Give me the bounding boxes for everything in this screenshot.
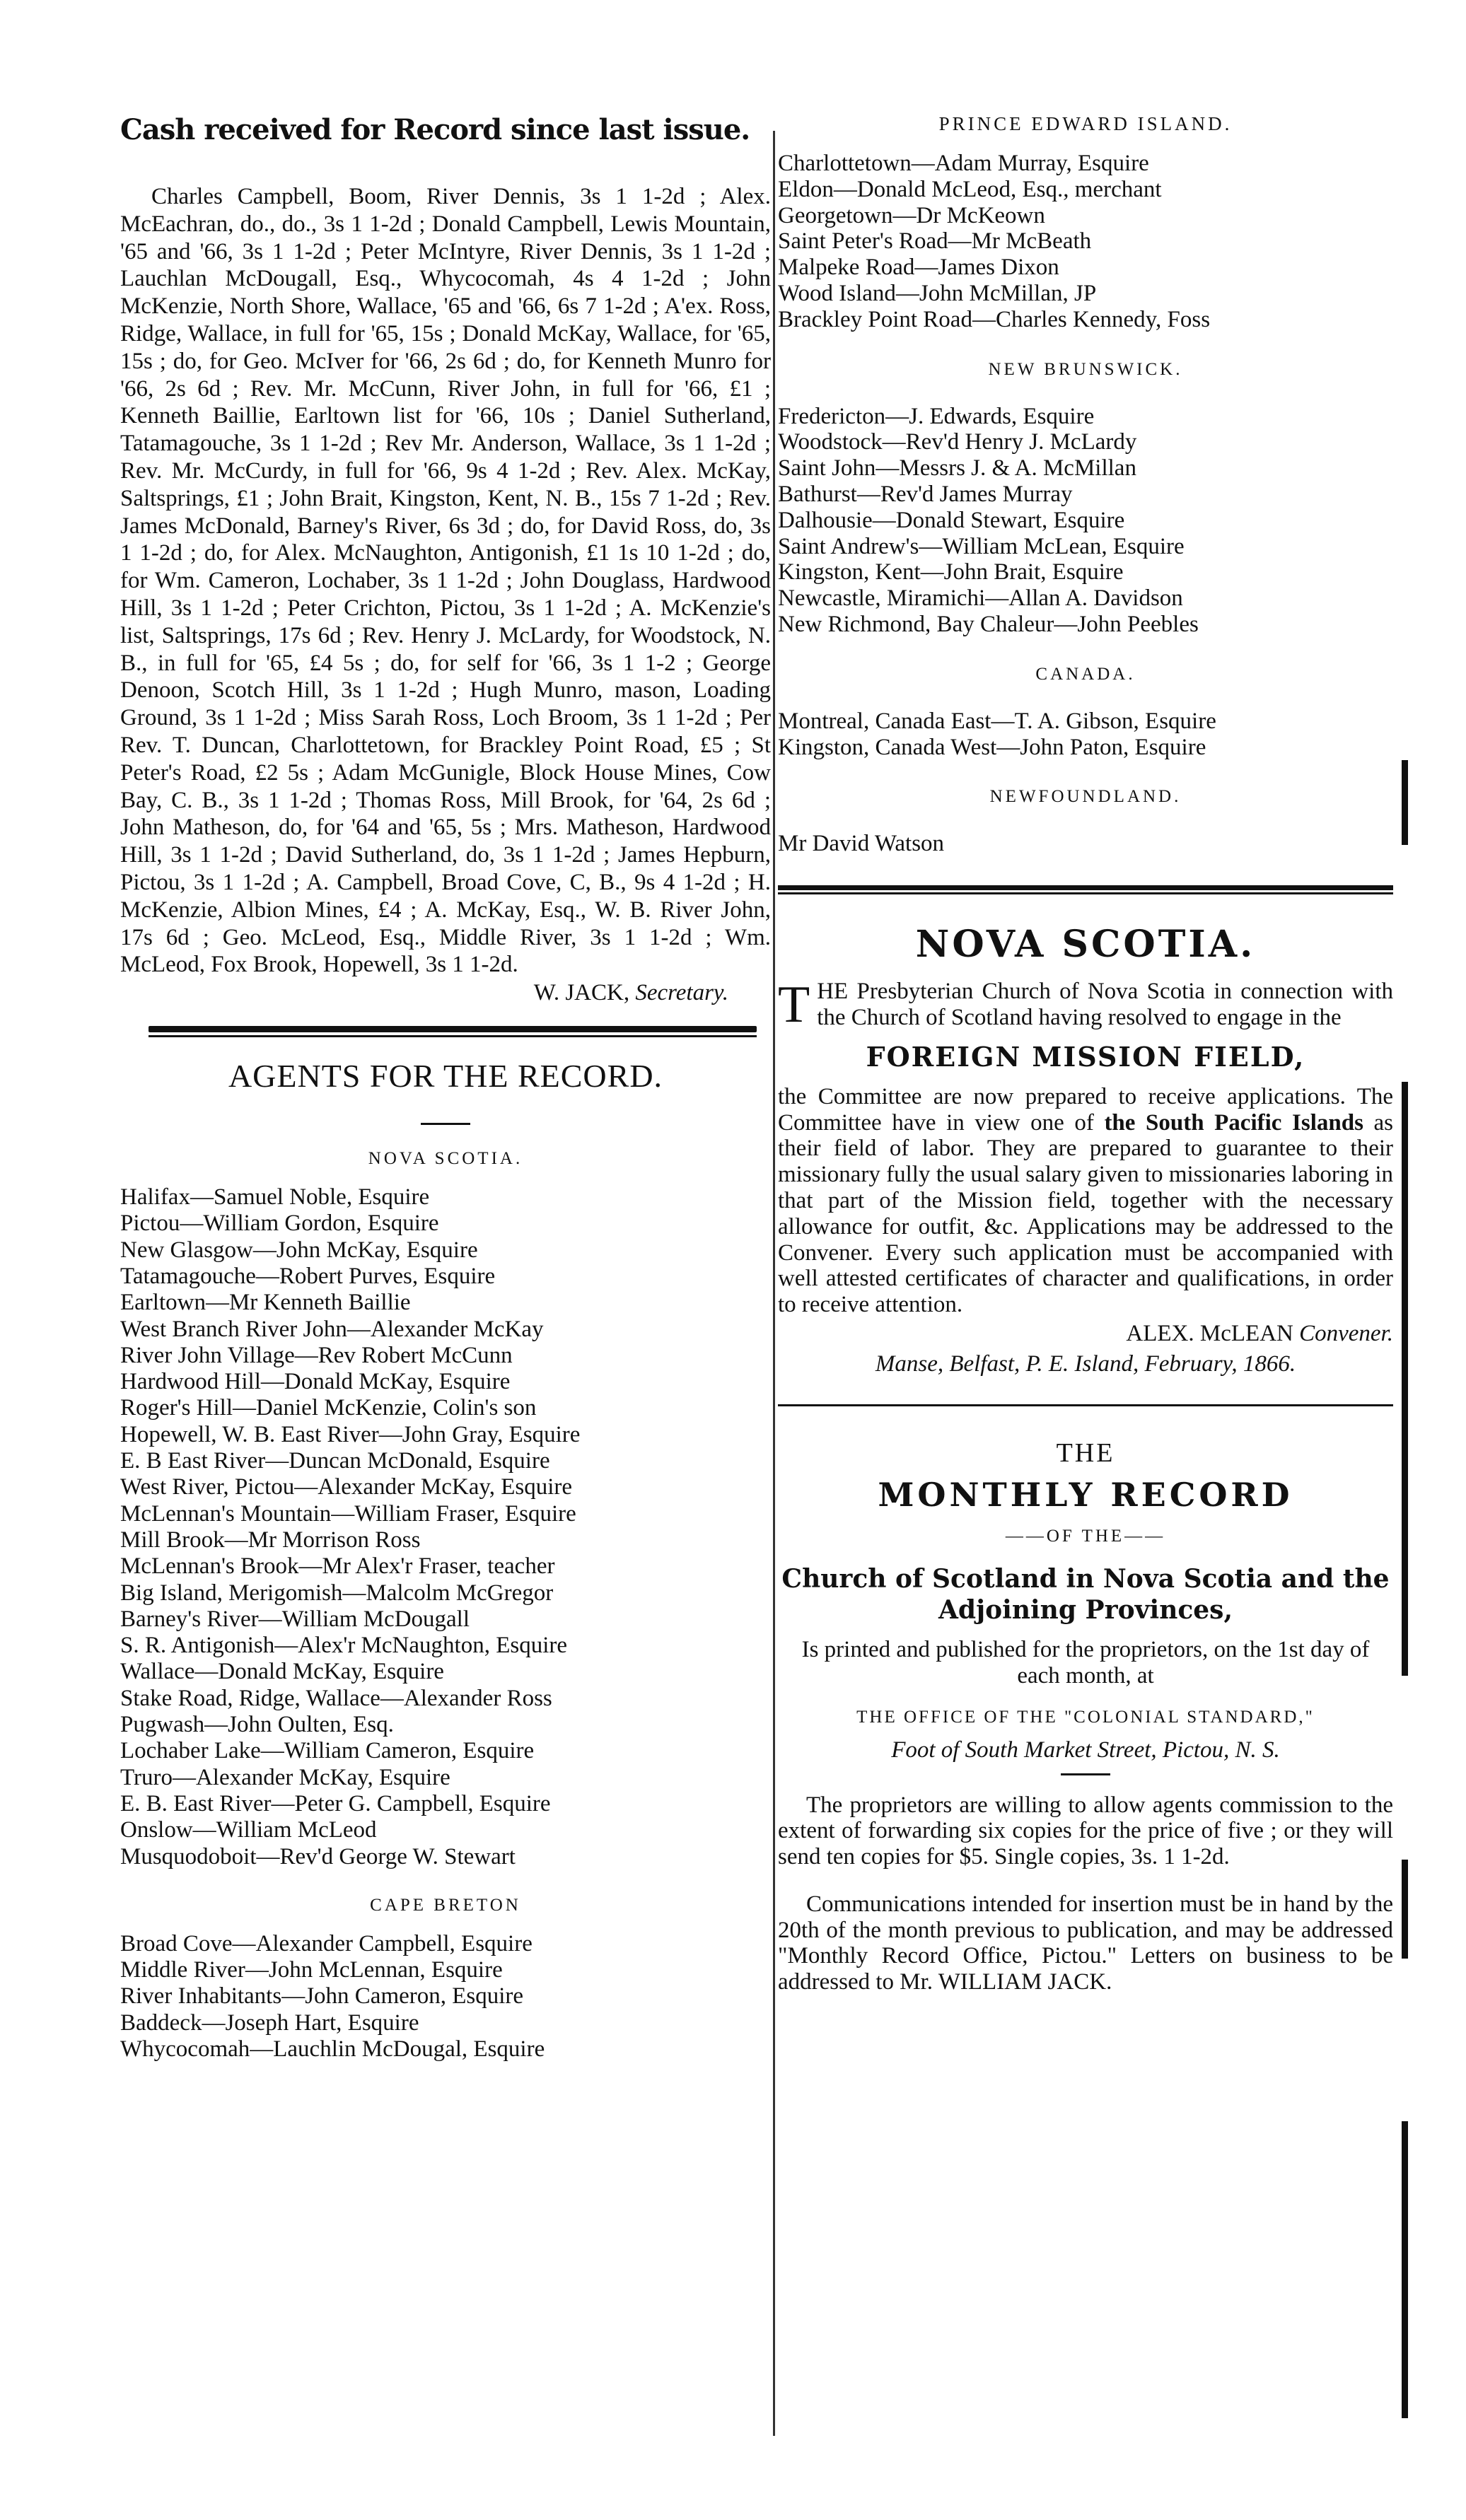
record-address: Foot of South Market Street, Pictou, N. S. (891, 1737, 1280, 1763)
list-item: McLennan's Brook—Mr Alex'r Fraser, teacher (120, 1553, 555, 1580)
signer-name: ALEX. McLEAN (1126, 1320, 1293, 1346)
list-item: Onslow—William McLeod (120, 1817, 377, 1843)
nova-scotia-heading: NOVA SCOTIA. (368, 1149, 523, 1169)
list-item: Lochaber Lake—William Cameron, Esquire (120, 1738, 535, 1764)
agents-title: AGENTS FOR THE RECORD. (228, 1058, 663, 1095)
list-item: E. B. East River—Peter G. Campbell, Esquire (120, 1790, 551, 1816)
signer-title: Convener. (1299, 1320, 1393, 1346)
left-column (120, 113, 771, 2063)
list-item: Montreal, Canada East—T. A. Gibson, Esquire (778, 708, 1216, 734)
scan-edge-mark (1402, 2121, 1408, 2418)
list-item: Newcastle, Miramichi—Allan A. Davidson (778, 585, 1183, 612)
list-item: Eldon—Donald McLeod, Esq., merchant (778, 176, 1162, 202)
cape-breton-agent-list (120, 1931, 771, 2063)
list-item: Fredericton—J. Edwards, Esquire (778, 403, 1095, 429)
list-item: Kingston, Canada West—John Paton, Esquire (778, 734, 1206, 760)
section-rule-thin (778, 892, 1393, 894)
list-item: River Inhabitants—John Cameron, Esquire (120, 1983, 524, 2009)
column-divider (773, 131, 775, 2436)
newfoundland-heading: NEWFOUNDLAND. (989, 787, 1182, 807)
nova-scotia-notice-title: NOVA SCOTIA. (915, 923, 1256, 967)
notice-body (778, 1084, 1393, 1318)
list-item: River John Village—Rev Robert McCunn (120, 1342, 513, 1368)
list-item: Saint Peter's Road—Mr McBeath (778, 228, 1092, 255)
notice-intro (778, 976, 1393, 1034)
scan-edge-mark (1402, 1082, 1408, 1676)
section-rule (778, 1404, 1393, 1406)
foreign-mission-heading: FOREIGN MISSION FIELD, (866, 1040, 1305, 1073)
spacer (120, 1870, 771, 1896)
list-item: Charlottetown—Adam Murray, Esquire (778, 151, 1149, 176)
list-item: Wood Island—John McMillan, JP (778, 280, 1097, 306)
short-divider (1061, 1773, 1110, 1775)
signature-name: W. JACK, (533, 980, 630, 1006)
pei-heading: PRINCE EDWARD ISLAND. (938, 113, 1233, 134)
list-item: Brackley Point Road—Charles Kennedy, Foss (778, 306, 1211, 332)
section-rule-thick (149, 1026, 757, 1032)
list-item: Musquodoboit—Rev'd George W. Stewart (120, 1843, 516, 1869)
record-office-line: THE OFFICE OF THE "COLONIAL STANDARD," (856, 1707, 1315, 1727)
cape-breton-heading: CAPE BRETON (370, 1895, 521, 1915)
list-item: Hopewell, W. B. East River—John Gray, Esquire (120, 1421, 581, 1447)
list-item: McLennan's Mountain—William Fraser, Esquire (120, 1500, 576, 1527)
list-item: Roger's Hill—Daniel McKenzie, Colin's son (120, 1395, 537, 1421)
drop-cap: T (778, 976, 810, 1034)
list-item: Dalhousie—Donald Stewart, Esquire (778, 507, 1125, 533)
cash-received-text: Charles Campbell, Boom, River Dennis, 3s 1 1-2d ; Alex. McEachran, do., do., 3s 1 1-2d ; Donald Campbell, Lewis Mountain, '65 and '66, 3s 1 1-2d ; Peter McIntyre, River Dennis, 3s 1 1-2d ; Lauchlan McDougall, Esq., Whycocomah, 4s 4 1-2d ; John McKenzie, North Shore, Wallace, '65 and '66, 6s 7 1-2d ; A'ex. Ross, Ridge, Wallace, in full for '65, 15s ; Donald McKay, Wallace, for '65, 15s ; do, for Geo. McIver for '66, 2s 6d ; do, for Kenneth Munro for '66, 2s 6d ; Rev. Mr. McCunn, River John, in full for '66, £1 ; Kenneth Baillie, Earltown list for '66, 10s ; Daniel Sutherland, Tatamagouche, 3s 1 1-2d ; Rev Mr. Anderson, Wallace, 3s 1 1-2d ; Rev. Mr. McCurdy, in full for '66, 9s 4 1-2d ; Rev. Alex. McKay, Saltsprings, £1 ; John Brait, Kingston, Kent, N. B., 15s 7 1-2d ; Rev. James McDonald, Barney's River, 6s 3d ; do, for David Ross, do, 3s 1 1-2d ; do, for Alex. McNaughton, Antigonish, £1 1s 10 1-2d ; do, for Wm. Cameron, Lochaber, 3s 1 1-2d ; John Douglass, Hardwood Hill, 3s 1 1-2d ; Peter Crichton, Pictou, 3s 1 1-2d ; A. McKenzie's list, Saltsprings, 17s 6d ; Rev. Henry J. McLardy, for Woodstock, N. B., in full for '65, £4 5s ; do, for self for '66, 3s 1 1-2 ; George Denoon, Scotch Hill, 3s 1 1-2d ; Hugh Munro, mason, Loading Ground, 3s 1 1-2d ; Miss Sarah Ross, Loch Broom, 3s 1 1-2d ; Per Rev. T. Duncan, Charlottetown, for Brackley Point Road, £5 ; St Peter's Road, £2 5s ; Adam McGunigle, Block House Mines, Cow Bay, C. B., 3s 1 1-2d ; Thomas Ross, Mill Brook, for '64, 2s 6d ; John Matheson, do, for '64 and '65, 5s ; Mrs. Matheson, Hardwood Hill, 3s 1 1-2d ; David Sutherland, do, 3s 1 1-2d ; James Hepburn, Pictou, 3s 1 1-2d ; A. Campbell, Broad Cove, C, B., 9s 4 1-2d ; H. McKenzie, Albion Mines, £4 ; A. McKay, Esq., W. B. River John, 17s 6d ; Geo. McLeod, Esq., Middle River, 3s 1 1-2d ; Wm. McLeod, Fox Brook, Hopewell, 3s 1 1-2d. (120, 184, 771, 978)
scan-edge-mark (1402, 1860, 1408, 1959)
list-item: New Richmond, Bay Chaleur—John Peebles (778, 611, 1199, 637)
scan-edge-mark (1402, 760, 1408, 845)
canada-agent-list (778, 708, 1393, 761)
notice-body-start: the Committee are now prepared to receive applications. The Committee have in view one of (778, 1083, 1393, 1136)
list-item: Malpeke Road—James Dixon (778, 255, 1059, 281)
list-item: Barney's River—William McDougall (120, 1606, 470, 1632)
list-item: Big Island, Merigomish—Malcolm McGregor (120, 1580, 554, 1606)
nova-scotia-agent-list (120, 1184, 771, 1870)
record-terms: The proprietors are willing to allow agents commission to the extent of forwarding six copies for the price of five ; or they will send ten copies for $5. Single copies, 3s. 1 1-2d. (778, 1792, 1393, 1870)
list-item: Kingston, Kent—John Brait, Esquire (778, 559, 1124, 585)
list-item: Baddeck—Joseph Hart, Esquire (120, 2009, 419, 2036)
list-item: E. B East River—Duncan McDonald, Esquire (120, 1448, 550, 1474)
list-item: Woodstock—Rev'd Henry J. McLardy (778, 429, 1137, 455)
record-the: THE (1056, 1437, 1115, 1468)
cash-signature (120, 980, 728, 1006)
record-of-the: ——OF THE—— (1005, 1526, 1166, 1546)
list-item: New Glasgow—John McKay, Esquire (120, 1237, 478, 1263)
list-item: Mr David Watson (778, 831, 945, 857)
section-rule-thick (778, 885, 1393, 890)
list-item: West River, Pictou—Alexander McKay, Esquire (120, 1474, 573, 1500)
short-divider (421, 1123, 470, 1125)
monthly-record-title: MONTHLY RECORD (878, 1475, 1293, 1514)
list-item: Middle River—John McLennan, Esquire (120, 1957, 503, 1983)
list-item: Halifax—Samuel Noble, Esquire (120, 1184, 430, 1211)
list-item: Georgetown—Dr McKeown (778, 202, 1045, 228)
cash-received-list (120, 183, 771, 979)
canada-heading: CANADA. (1035, 664, 1136, 684)
list-item: Bathurst—Rev'd James Murray (778, 481, 1073, 507)
record-printed-line: Is printed and published for the proprietors, on the 1st day of each month, at (801, 1636, 1370, 1688)
notice-bold-phrase: the South Pacific Islands (1104, 1109, 1363, 1136)
list-item: Mill Brook—Mr Morrison Ross (120, 1527, 421, 1553)
list-item: Whycocomah—Lauchlin McDougal, Esquire (120, 2036, 545, 2063)
list-item: Saint Andrew's—William McLean, Esquire (778, 533, 1185, 559)
cash-received-heading: Cash received for Record since last issue. (120, 113, 750, 146)
notice-intro-text: HE Presbyterian Church of Nova Scotia in connection with the Church of Scotland having resolved to engage in the (817, 979, 1393, 1030)
notice-body-rest: as their field of labor. They are prepared to guarantee to their missionary fully the usual salary given to missionaries laboring in that part of the Mission field, together with the necessary allowance for outfit, &c. Applications may be addressed to the Convener. Every such application must be accompanied with well attested certificates of character and qualifications, in order to receive attention. (778, 1109, 1394, 1318)
signature-title: Secretary. (635, 980, 728, 1006)
new-brunswick-agent-list (778, 404, 1393, 638)
list-item: Pictou—William Gordon, Esquire (120, 1211, 439, 1237)
list-item: S. R. Antigonish—Alex'r McNaughton, Esquire (120, 1633, 567, 1659)
list-item: Wallace—Donald McKay, Esquire (120, 1659, 444, 1685)
list-item: Broad Cove—Alexander Campbell, Esquire (120, 1930, 533, 1956)
list-item: Hardwood Hill—Donald McKay, Esquire (120, 1369, 511, 1395)
list-item: Pugwash—John Oulten, Esq. (120, 1712, 394, 1738)
section-rule-thin (149, 1035, 757, 1037)
list-item: Stake Road, Ridge, Wallace—Alexander Ross (120, 1685, 552, 1711)
pei-agent-list (778, 151, 1393, 333)
new-brunswick-heading: NEW BRUNSWICK. (988, 359, 1183, 379)
record-communications: Communications intended for insertion must be in hand by the 20th of the month previous to publication, and may be addressed "Monthly Record Office, Pictou." Letters on business to be addressed to Mr. WILLIAM JACK. (778, 1891, 1393, 1995)
list-item: Truro—Alexander McKay, Esquire (120, 1764, 450, 1790)
list-item: Tatamagouche—Robert Purves, Esquire (120, 1264, 496, 1289)
notice-place-date: Manse, Belfast, P. E. Island, February, 1866. (875, 1351, 1296, 1377)
right-column (778, 113, 1393, 1995)
record-church-line: Church of Scotland in Nova Scotia and the Adjoining Provinces, (781, 1563, 1390, 1625)
newfoundland-agent-list (778, 831, 1393, 857)
list-item: Earltown—Mr Kenneth Baillie (120, 1290, 411, 1316)
notice-signature (778, 1321, 1393, 1347)
list-item: Saint John—Messrs J. & A. McMillan (778, 455, 1136, 482)
list-item: West Branch River John—Alexander McKay (120, 1316, 544, 1342)
